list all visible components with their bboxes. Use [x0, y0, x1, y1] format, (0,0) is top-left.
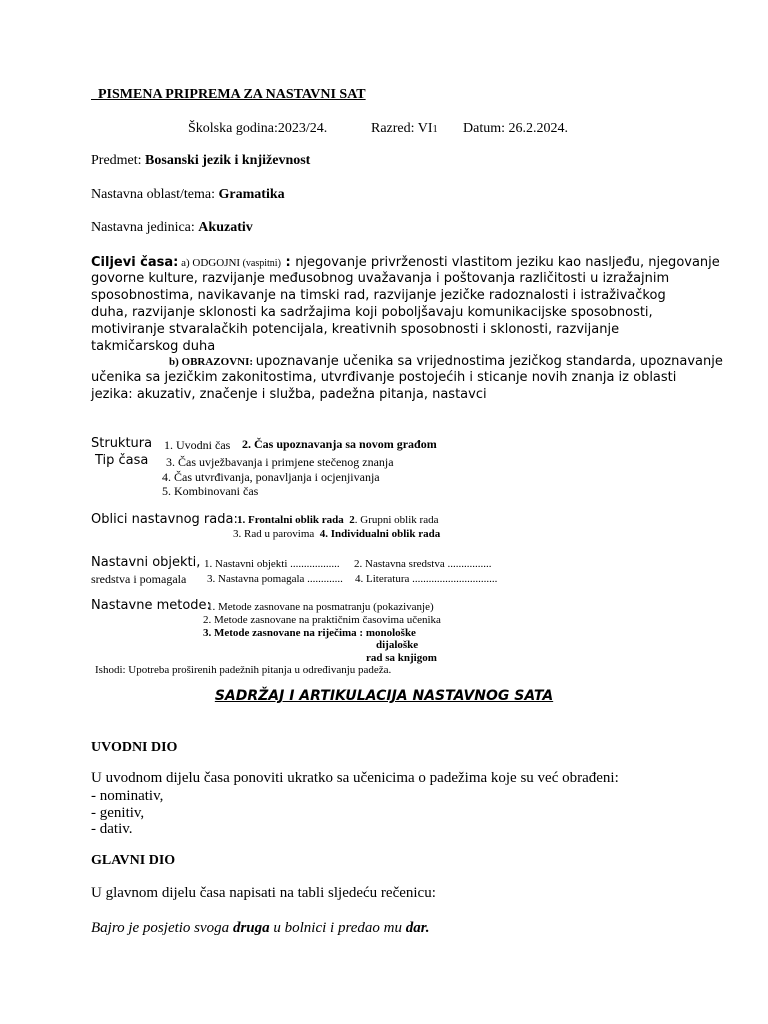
form-group-number: 2 — [349, 514, 355, 526]
method-item-3: 3. Metode zasnovane na riječima : monološke — [203, 627, 416, 639]
subject-label: Predmet: — [91, 153, 146, 168]
main-heading: GLAVNI DIO — [91, 853, 176, 868]
unit-line — [91, 220, 253, 236]
forms-line-1 — [237, 514, 438, 526]
method-item-1: 1. Metode zasnovane na posmatranju (pokazivanje) — [207, 601, 434, 613]
example-sentence — [91, 920, 430, 937]
forms-line-2 — [233, 528, 440, 540]
grade — [371, 121, 438, 137]
intro-item-1: - nominativ, — [91, 788, 164, 804]
object-item-1: 1. Nastavni objekti .................. — [204, 558, 340, 570]
unit-value: Akuzativ — [198, 220, 253, 235]
method-book: rad sa knjigom — [366, 652, 437, 664]
goals-colon: : — [173, 255, 179, 270]
document-title — [91, 87, 366, 103]
objects-label: Nastavni objekti, — [91, 555, 201, 570]
sentence-part-1: Bajro je posjetio svoga — [91, 920, 233, 936]
structure-item-1: 1. Uvodni čas — [164, 438, 231, 452]
sentence-part-2: u bolnici i predao mu — [269, 920, 406, 936]
goals-a-label: a) ODGOJNI — [178, 257, 241, 269]
structure-label: Struktura — [91, 436, 153, 451]
structure-item-4: 4. Čas utvrđivanja, ponavljanja i ocjenjivanja — [162, 470, 380, 484]
goals-a-first: njegovanje privrženosti vlastitom jeziku kao nasljeđu, njegovanje — [295, 255, 720, 270]
structure-item-3: 3. Čas uvježbavanja i primjene stečenog znanja — [166, 455, 394, 469]
form-individual: . Individualni oblik rada — [325, 528, 441, 540]
form-individual-number: 4 — [319, 528, 326, 540]
intro-text: U uvodnom dijelu časa ponoviti ukratko sa učenicima o padežima koje su već obrađeni: — [91, 770, 619, 786]
structure-item-2: 2. Čas upoznavanja sa novom građom — [242, 437, 437, 451]
subject-value: Bosanski jezik i književnost — [145, 153, 311, 168]
intro-item-2: - genitiv, — [91, 805, 145, 821]
intro-item-3: - dativ. — [91, 821, 133, 837]
date: Datum: 26.2.2024. — [463, 121, 568, 136]
objects-label-2: sredstva i pomagala — [91, 572, 187, 586]
intro-heading: UVODNI DIO — [91, 740, 178, 755]
object-item-3: 3. Nastavna pomagala ............. — [207, 573, 343, 585]
sentence-accusative-2: dar. — [405, 920, 430, 936]
grade-sub: 1 — [432, 124, 438, 135]
goals-label: Ciljevi časa — [91, 255, 174, 270]
goals-b-text: učenika sa jezičkim zakonitostima, utvrđivanje postojećih i sticanje novih znanja iz oblasti jezika: akuzativ, značenje i služba, padežna pitanja, nastavci — [91, 370, 677, 402]
school-year: Školska godina:2023/24. — [188, 121, 328, 136]
goals-b-label: b) OBRAZOVNI: — [169, 356, 256, 368]
main-text: U glavnom dijelu časa napisati na tabli sljedeću rečenicu: — [91, 885, 436, 901]
methods-label: Nastavne metode: — [91, 598, 211, 613]
form-pairs: 3. Rad u parovima — [233, 528, 315, 540]
section-title: SADRŽAJ I ARTIKULACIJA NASTAVNOG SATA — [214, 688, 554, 704]
forms-label: Oblici nastavnog rada: — [91, 512, 238, 527]
goals-a-text: govorne kulture, razvijanje međusobnog uvažavanja i poštovanja različitosti u izražajnim sposobnostima, navikavanje na timski rad, razvijanje jezičke radoznalosti i istraživačkog duha, razvijanje sklonosti ka sadržajima koji poboljšavaju komunikacijske sposobnosti, motiviranje stvaralačkih potencijala, kreativnih sposobnosti i sklonosti, razvijanje takmičarskog duha — [91, 271, 670, 354]
method-item-2: 2. Metode zasnovane na praktičnim časovima učenika — [203, 614, 441, 626]
form-frontal: 1. Frontalni oblik rada — [237, 514, 344, 526]
method-dialog: dijaloške — [376, 639, 419, 651]
grade-label: Razred: VI — [371, 121, 433, 136]
unit-label: Nastavna jedinica: — [91, 220, 199, 235]
goals-a-colon: : — [280, 255, 296, 270]
outcomes: Ishodi: Upotreba proširenih padežnih pitanja u određivanju padeža. — [95, 664, 392, 676]
goals-a-sub: (vaspitni) — [240, 258, 281, 269]
topic-line — [91, 187, 285, 203]
subject-line — [91, 153, 310, 169]
lesson-type-label: Tip časa — [95, 453, 149, 468]
object-item-2: 2. Nastavna sredstva ................ — [354, 558, 492, 570]
structure-item-5: 5. Kombinovani čas — [162, 484, 259, 498]
sentence-accusative-1: druga — [232, 920, 270, 936]
topic-label: Nastavna oblast/tema: — [91, 187, 219, 202]
form-group: . Grupni oblik rada — [354, 514, 439, 526]
topic-value: Gramatika — [218, 187, 285, 202]
object-item-4: 4. Literatura ............................... — [355, 573, 498, 585]
goals-b-first: upoznavanje učenika sa vrijednostima jezičkog standarda, upoznavanje — [255, 354, 723, 369]
document-title-text: PISMENA PRIPREMA ZA NASTAVNI SAT — [98, 87, 366, 102]
